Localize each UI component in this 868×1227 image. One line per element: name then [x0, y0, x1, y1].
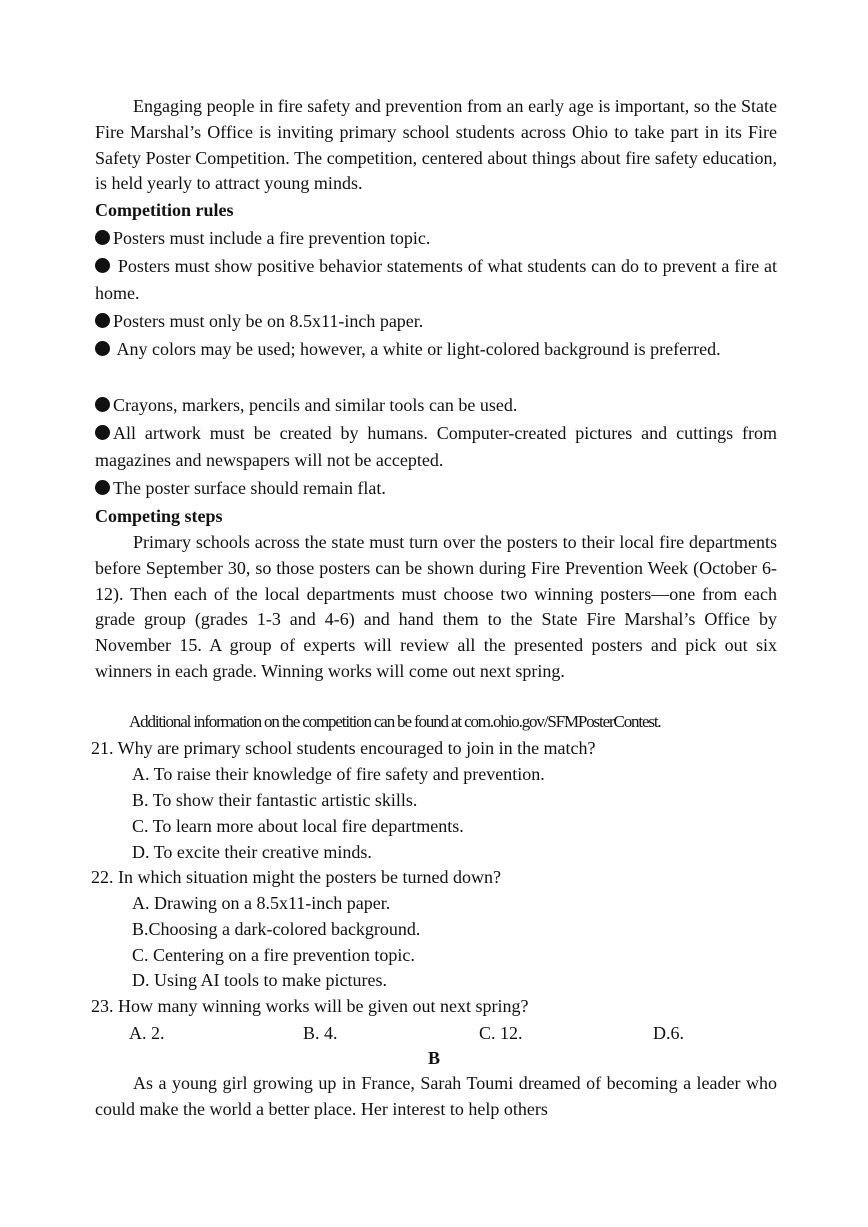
- option-21-a: A. To raise their knowledge of fire safety and prevention.: [132, 764, 545, 784]
- option-21-b: B. To show their fantastic artistic skills.: [132, 790, 418, 810]
- section-b-heading: B: [427, 1048, 440, 1068]
- rule-text: Posters must show positive behavior statements of what students can do to prevent a fire at home.: [95, 256, 777, 303]
- option-22-a: A. Drawing on a 8.5x11-inch paper.: [132, 893, 391, 913]
- option-23-b: B. 4.: [303, 1023, 338, 1043]
- rule-text: All artwork must be created by humans. Computer-created pictures and cuttings from magazines and newspapers will not be accepted.: [95, 423, 777, 470]
- rule-text: Posters must include a fire prevention topic.: [113, 228, 431, 248]
- option-22-c: C. Centering on a fire prevention topic.: [132, 945, 415, 965]
- option-23-a: A. 2.: [129, 1023, 165, 1043]
- steps-heading: Competing steps: [95, 506, 223, 526]
- bullet-icon: [95, 397, 110, 412]
- rule-text: The poster surface should remain flat.: [113, 478, 386, 498]
- rule-item: [95, 253, 777, 307]
- option-21-c: C. To learn more about local fire departments.: [132, 816, 464, 836]
- rule-item: [95, 336, 777, 363]
- section-b-paragraph: As a young girl growing up in France, Sarah Toumi dreamed of becoming a leader who could make the world a better place. Her interest to help others: [95, 1073, 777, 1119]
- steps-paragraph: Primary schools across the state must turn over the posters to their local fire departments before September 30, so those posters can be shown during Fire Prevention Week (October 6-12). Then each of the local departments must choose two winning posters—one from each grade group (grades 1-3 and 4-6) and hand them to the State Fire Marshal’s Office by November 15. A group of experts will review all the presented posters and pick out six winners in each grade. Winning works will come out next spring.: [95, 532, 777, 681]
- option-22-d: D. Using AI tools to make pictures.: [132, 970, 387, 990]
- bullet-icon: [95, 230, 110, 245]
- intro-paragraph: Engaging people in fire safety and prevention from an early age is important, so the State Fire Marshal’s Office is inviting primary school students across Ohio to take part in its Fire Safety Poster Competition. The competition, centered about things about fire safety education, is held yearly to attract young minds.: [95, 96, 777, 194]
- option-21-d: D. To excite their creative minds.: [132, 842, 372, 862]
- rules-heading: Competition rules: [95, 200, 234, 220]
- bullet-icon: [95, 313, 110, 328]
- bullet-icon: [95, 480, 110, 495]
- question-23: 23. How many winning works will be given out next spring?: [91, 996, 529, 1016]
- rule-item: [95, 475, 777, 502]
- rule-item: [95, 420, 777, 474]
- option-22-b: B.Choosing a dark-colored background.: [132, 919, 421, 939]
- question-21: 21. Why are primary school students encouraged to join in the match?: [91, 738, 596, 758]
- rule-text: Crayons, markers, pencils and similar tools can be used.: [113, 395, 518, 415]
- rule-item: [95, 392, 777, 419]
- option-23-c: C. 12.: [479, 1023, 523, 1043]
- rule-item: [95, 308, 777, 335]
- rule-text: Any colors may be used; however, a white or light-colored background is preferred.: [116, 339, 721, 359]
- additional-info: Additional information on the competition can be found at com.ohio.gov/SFMPosterContest.: [129, 712, 661, 731]
- option-23-d: D.6.: [653, 1023, 684, 1043]
- bullet-icon: [95, 341, 110, 356]
- rule-item: [95, 225, 777, 252]
- question-22: 22. In which situation might the posters be turned down?: [91, 867, 501, 887]
- bullet-icon: [95, 425, 110, 440]
- rule-text: Posters must only be on 8.5x11-inch paper.: [113, 311, 424, 331]
- bullet-icon: [95, 258, 110, 273]
